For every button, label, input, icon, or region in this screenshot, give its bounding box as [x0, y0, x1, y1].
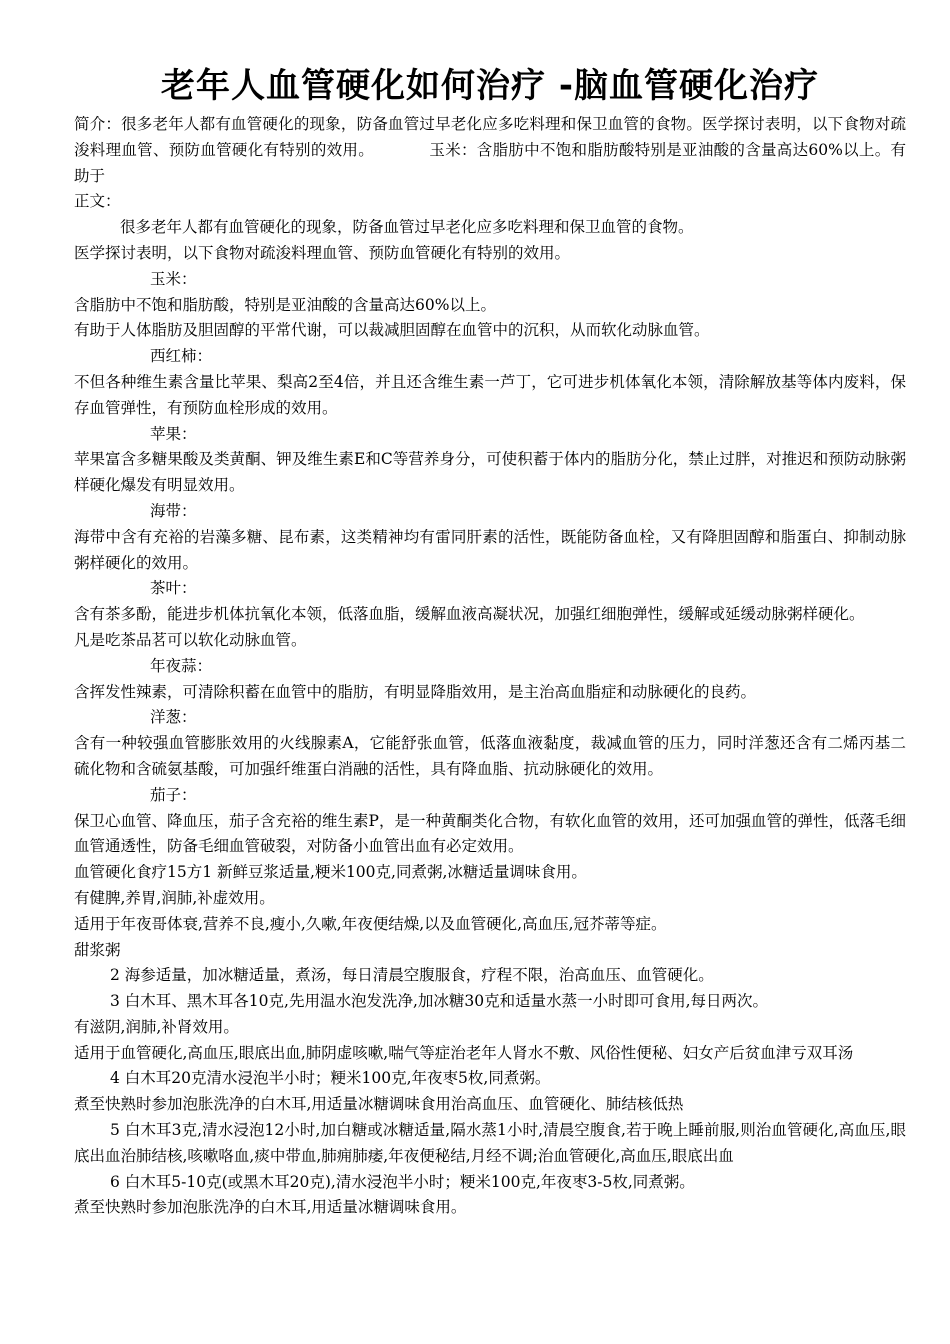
recipe-4: 4 白木耳20克清水浸泡半小时；粳米100克,年夜枣5枚,同煮粥。 — [110, 1069, 551, 1088]
apple-heading: 苹果： — [150, 424, 197, 443]
onion-heading: 洋葱： — [150, 708, 197, 727]
recipe-1-name: 甜浆粥 — [74, 940, 121, 959]
kelp-paragraph: 海带中含有充裕的岩藻多糖、昆布素，这类精神均有雷同肝素的活性，既能防备血栓，又有降胆固醇和脂蛋白、抑制动脉粥样硬化的效用。 — [74, 527, 906, 572]
document-title: 老年人血管硬化如何治疗 -脑血管硬化治疗 — [161, 66, 819, 106]
onion-paragraph: 含有一种较强血管膨胀效用的火线腺素A，它能舒张血管，低落血液黏度，裁减血管的压力，同时洋葱还含有二烯丙基二硫化物和含硫氨基酸，可加强纤维蛋白消融的活性，具有降血脂、抗动脉硬化的效用。 — [74, 734, 906, 778]
eggplant-paragraph: 保卫心血管、降血压，茄子含充裕的维生素P，是一种黄酮类化合物，有软化血管的效用，还可加强血管的弹性，低落毛细血管通透性，防备毛细血管破裂，对防备小血管出血有必定效用。 — [74, 811, 906, 856]
corn-line-2: 有助于人体脂肪及胆固醇的平常代谢，可以裁减胆固醇在血管中的沉积，从而软化动脉血管。 — [74, 321, 710, 340]
recipe-5: 5 白木耳3克,清水浸泡12小时,加白糖或冰糖适量,隔水蒸1小时,清晨空腹食,若于晚上睡前服,则治血管硬化,高血压,眼底出血治肺结核,咳嗽咯血,痰中带血,肺痈肺痿,年夜便秘结,月经不调;治血管硬化,高血压,眼底出血 — [74, 1121, 906, 1165]
tea-paragraph-2: 凡是吃茶品茗可以软化动脉血管。 — [74, 630, 307, 649]
apple-paragraph: 苹果富含多糖果酸及类黄酮、钾及维生素E和C等营养身分，可使积蓄于体内的脂肪分化，禁止过胖，对推迟和预防动脉粥样硬化爆发有明显效用。 — [74, 450, 906, 495]
kelp-heading: 海带： — [150, 501, 197, 520]
corn-line-1: 含脂肪中不饱和脂肪酸，特别是亚油酸的含量高达60%以上。 — [74, 295, 496, 314]
recipe-1-usage: 适用于年夜哥体衰,营养不良,瘦小,久嗽,年夜便结燥,以及血管硬化,高血压,冠芥蒂等症。 — [74, 914, 667, 933]
recipe-3-usage: 适用于血管硬化,高血压,眼底出血,肺阴虚咳嗽,喘气等症治老年人肾水不敷、风俗性便秘、妇女产后贫血津亏双耳汤 — [74, 1043, 854, 1062]
tomato-paragraph: 不但各种维生素含量比苹果、梨高2至4倍，并且还含维生素一芦丁，它可进步机体氧化本领，清除解放基等体内废料，保存血管弹性，有预防血栓形成的效用。 — [74, 372, 906, 417]
garlic-heading: 年夜蒜： — [150, 656, 213, 675]
recipe-3-effect: 有滋阴,润肺,补肾效用。 — [74, 1017, 239, 1036]
eggplant-heading: 茄子： — [150, 785, 197, 804]
intro-line-2: 医学探讨表明，以下食物对疏浚料理血管、预防血管硬化有特别的效用。 — [74, 243, 571, 262]
recipe-1-effect: 有健脾,养胃,润肺,补虚效用。 — [74, 888, 275, 907]
recipe-6-method: 煮至快熟时参加泡胀洗净的白木耳,用适量冰糖调味食用。 — [74, 1198, 467, 1217]
intro-line-1: 很多老年人都有血管硬化的现象，防备血管过早老化应多吃料理和保卫血管的食物。 — [120, 218, 694, 237]
tea-heading: 茶叶： — [150, 579, 197, 598]
summary-paragraph: 简介：很多老年人都有血管硬化的现象，防备血管过早老化应多吃料理和保卫血管的食物。医学探讨表明，以下食物对疏浚料理血管、预防血管硬化有特别的效用。 玉米：含脂肪中不饱和脂肪酸特别是亚油酸的含量高达60%以上。有助于 — [74, 115, 906, 185]
tea-paragraph-1: 含有茶多酚，能进步机体抗氧化本领，低落血脂，缓解血液高凝状况，加强红细胞弹性，缓解或延缓动脉粥样硬化。 — [74, 605, 865, 624]
recipe-3: 3 白木耳、黑木耳各10克,先用温水泡发洗净,加冰糖30克和适量水蒸一小时即可食用,每日两次。 — [110, 992, 769, 1011]
recipe-4-method: 煮至快熟时参加泡胀洗净的白木耳,用适量冰糖调味食用治高血压、血管硬化、肺结核低热 — [74, 1095, 684, 1114]
garlic-paragraph: 含挥发性辣素，可清除积蓄在血管中的脂肪，有明显降脂效用，是主治高血脂症和动脉硬化的良药。 — [74, 682, 757, 701]
corn-heading: 玉米： — [150, 269, 197, 288]
recipe-1: 血管硬化食疗15方1 新鲜豆浆适量,粳米100克,同煮粥,冰糖适量调味食用。 — [74, 863, 587, 882]
recipe-2: 2 海参适量，加冰糖适量，煮汤，每日清晨空腹服食，疗程不限，治高血压、血管硬化。 — [110, 966, 714, 985]
tomato-heading: 西红柿： — [150, 347, 213, 366]
recipe-6: 6 白木耳5-10克(或黑木耳20克),清水浸泡半小时；粳米100克,年夜枣3-5枚,同煮粥。 — [110, 1172, 695, 1191]
body-label: 正文： — [74, 192, 121, 211]
